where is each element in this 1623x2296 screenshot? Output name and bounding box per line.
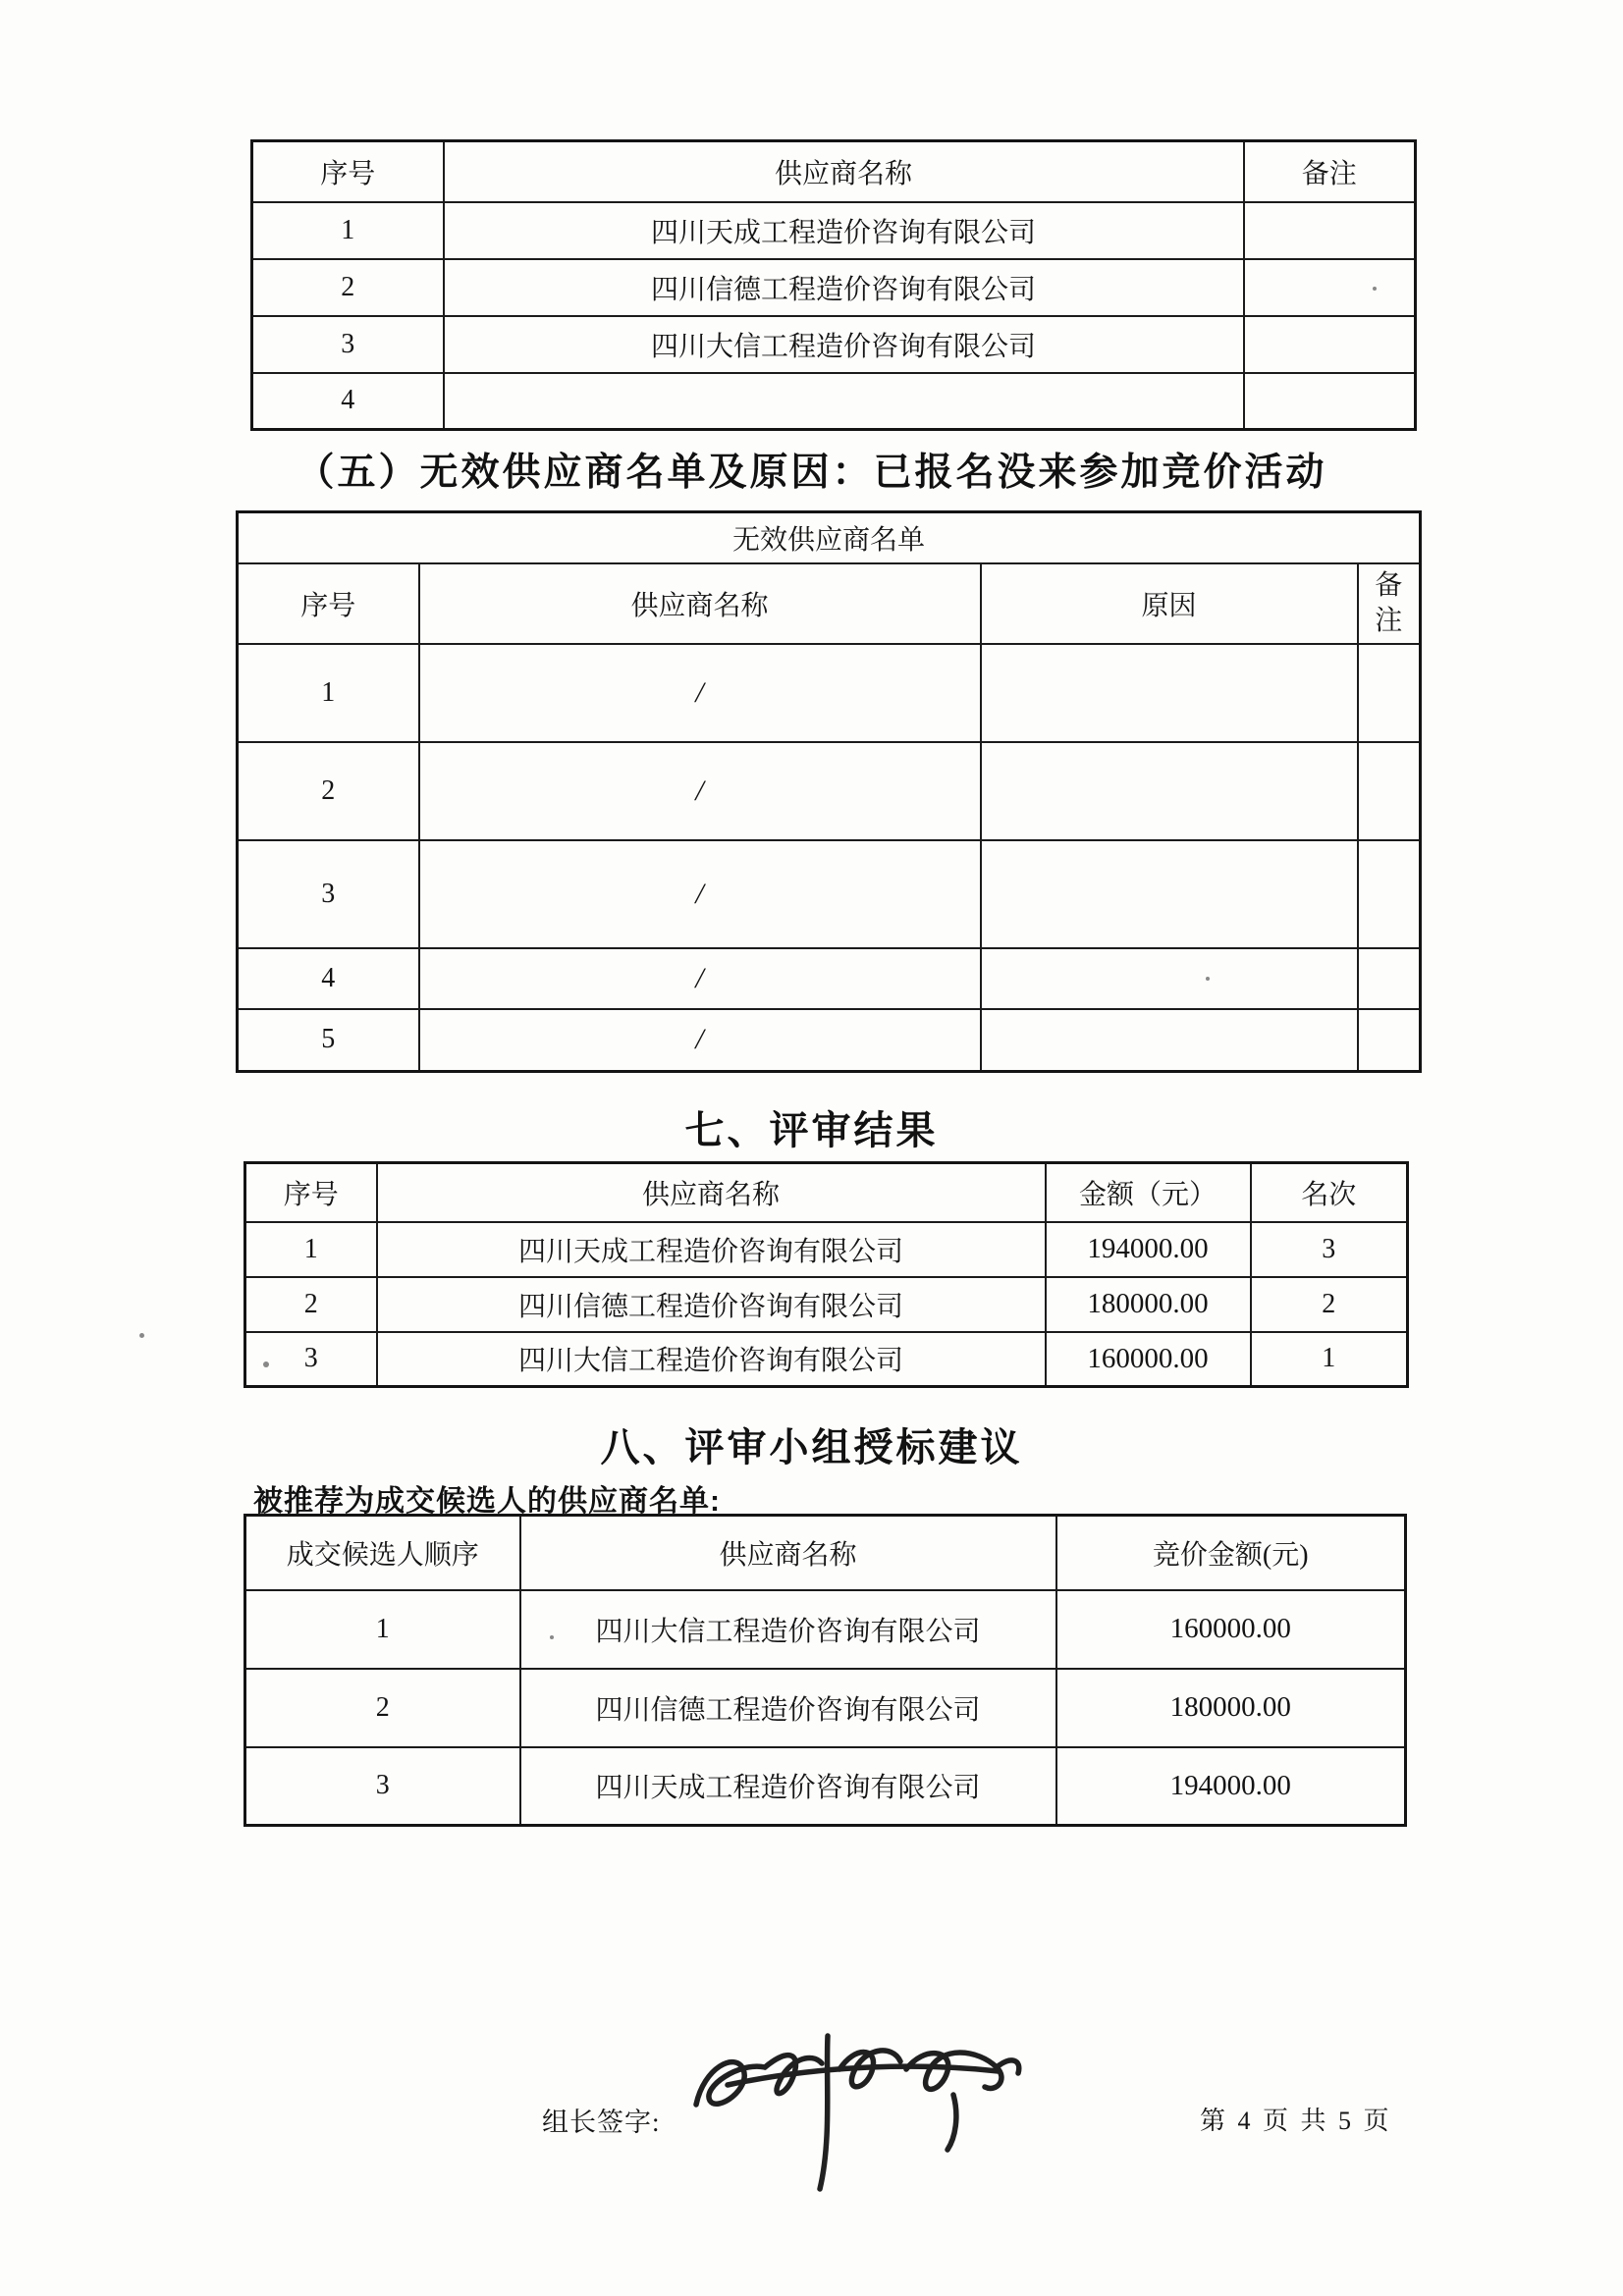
row-no: 3 bbox=[252, 316, 444, 373]
section5-heading: （五）无效供应商名单及原因：已报名没来参加竞价活动 bbox=[296, 452, 1327, 494]
remark-char-top: 备 bbox=[1375, 569, 1403, 601]
table-row bbox=[245, 1277, 1408, 1332]
row-no: 2 bbox=[252, 259, 444, 316]
registered-suppliers-table bbox=[250, 139, 1417, 431]
supplier-name: / bbox=[419, 840, 981, 948]
amount-cell: 160000.00 bbox=[1046, 1332, 1251, 1387]
table-header-row bbox=[238, 563, 1421, 644]
row-no: 1 bbox=[252, 202, 444, 259]
candidate-order: 1 bbox=[245, 1590, 520, 1669]
review-results-table bbox=[243, 1161, 1409, 1388]
amount-cell: 194000.00 bbox=[1056, 1747, 1406, 1826]
reason-cell bbox=[981, 1009, 1358, 1072]
column-header-no: 序号 bbox=[252, 141, 444, 202]
reason-cell bbox=[981, 742, 1358, 840]
table-row bbox=[252, 373, 1416, 430]
rank-cell: 1 bbox=[1251, 1332, 1408, 1387]
column-header-supplier-name: 供应商名称 bbox=[444, 141, 1244, 202]
column-header-no: 序号 bbox=[238, 563, 419, 644]
row-no: 1 bbox=[238, 644, 419, 742]
reason-cell bbox=[981, 644, 1358, 742]
section8-heading: 八、评审小组授标建议 bbox=[600, 1426, 1023, 1469]
reason-cell bbox=[981, 840, 1358, 948]
row-no: 3 bbox=[245, 1332, 377, 1387]
invalid-suppliers-table bbox=[236, 510, 1422, 1073]
scan-speck bbox=[1206, 977, 1210, 981]
row-no: 3 bbox=[238, 840, 419, 948]
table-row bbox=[238, 1009, 1421, 1072]
amount-cell: 194000.00 bbox=[1046, 1222, 1251, 1277]
scan-speck bbox=[1373, 287, 1377, 291]
rank-cell: 3 bbox=[1251, 1222, 1408, 1277]
amount-cell: 180000.00 bbox=[1046, 1277, 1251, 1332]
award-candidates-table bbox=[243, 1514, 1407, 1827]
column-header-remark bbox=[1358, 563, 1421, 644]
supplier-name: / bbox=[419, 948, 981, 1009]
amount-cell: 180000.00 bbox=[1056, 1669, 1406, 1747]
column-header-supplier-name: 供应商名称 bbox=[419, 563, 981, 644]
amount-cell: 160000.00 bbox=[1056, 1590, 1406, 1669]
candidates-intro-text: 被推荐为成交候选人的供应商名单: bbox=[253, 1485, 721, 1518]
table-row bbox=[238, 840, 1421, 948]
supplier-name: 四川天成工程造价咨询有限公司 bbox=[520, 1747, 1056, 1826]
row-no: 4 bbox=[238, 948, 419, 1009]
table-row bbox=[252, 259, 1416, 316]
column-header-bid-amount: 竞价金额(元) bbox=[1056, 1516, 1406, 1590]
column-header-candidate-order: 成交候选人顺序 bbox=[245, 1516, 520, 1590]
remark-cell bbox=[1358, 742, 1421, 840]
row-no: 5 bbox=[238, 1009, 419, 1072]
candidate-order: 2 bbox=[245, 1669, 520, 1747]
scan-speck bbox=[550, 1635, 554, 1639]
supplier-name: / bbox=[419, 1009, 981, 1072]
row-no: 4 bbox=[252, 373, 444, 430]
table-row bbox=[252, 316, 1416, 373]
remark-char-bottom: 注 bbox=[1375, 605, 1403, 636]
table-row bbox=[245, 1332, 1408, 1387]
column-header-rank: 名次 bbox=[1251, 1163, 1408, 1222]
remark-cell bbox=[1244, 202, 1416, 259]
remark-cell bbox=[1358, 644, 1421, 742]
remark-cell bbox=[1358, 948, 1421, 1009]
column-header-supplier-name: 供应商名称 bbox=[520, 1516, 1056, 1590]
column-header-remark: 备注 bbox=[1244, 141, 1416, 202]
supplier-name: 四川天成工程造价咨询有限公司 bbox=[377, 1222, 1046, 1277]
table-row bbox=[245, 1590, 1406, 1669]
supplier-name: 四川天成工程造价咨询有限公司 bbox=[444, 202, 1244, 259]
table-row bbox=[238, 742, 1421, 840]
table-row bbox=[252, 202, 1416, 259]
table-row bbox=[238, 644, 1421, 742]
supplier-name bbox=[444, 373, 1244, 430]
column-header-no: 序号 bbox=[245, 1163, 377, 1222]
reason-cell bbox=[981, 948, 1358, 1009]
leader-signature-handwriting bbox=[673, 2010, 1026, 2207]
table-header-row bbox=[252, 141, 1416, 202]
invalid-table-title: 无效供应商名单 bbox=[238, 512, 1421, 563]
remark-cell bbox=[1358, 840, 1421, 948]
table-row bbox=[238, 948, 1421, 1009]
page-number-indicator: 第 4 页 共 5 页 bbox=[1200, 2107, 1392, 2135]
remark-cell bbox=[1358, 1009, 1421, 1072]
supplier-name: / bbox=[419, 742, 981, 840]
supplier-name: 四川信德工程造价咨询有限公司 bbox=[444, 259, 1244, 316]
row-no: 1 bbox=[245, 1222, 377, 1277]
scan-speck bbox=[139, 1333, 144, 1338]
supplier-name: 四川大信工程造价咨询有限公司 bbox=[377, 1332, 1046, 1387]
scan-speck bbox=[263, 1362, 269, 1367]
section7-heading: 七、评审结果 bbox=[684, 1109, 939, 1152]
row-no: 2 bbox=[238, 742, 419, 840]
column-header-supplier-name: 供应商名称 bbox=[377, 1163, 1046, 1222]
supplier-name: 四川大信工程造价咨询有限公司 bbox=[444, 316, 1244, 373]
supplier-name: / bbox=[419, 644, 981, 742]
leader-signature-label: 组长签字: bbox=[542, 2108, 661, 2137]
supplier-name: 四川信德工程造价咨询有限公司 bbox=[377, 1277, 1046, 1332]
supplier-name: 四川信德工程造价咨询有限公司 bbox=[520, 1669, 1056, 1747]
table-row bbox=[245, 1222, 1408, 1277]
table-row bbox=[245, 1747, 1406, 1826]
table-header-row bbox=[245, 1516, 1406, 1590]
rank-cell: 2 bbox=[1251, 1277, 1408, 1332]
column-header-amount: 金额（元） bbox=[1046, 1163, 1251, 1222]
remark-cell bbox=[1244, 316, 1416, 373]
row-no: 2 bbox=[245, 1277, 377, 1332]
remark-cell bbox=[1244, 259, 1416, 316]
supplier-name: 四川大信工程造价咨询有限公司 bbox=[520, 1590, 1056, 1669]
table-row bbox=[245, 1669, 1406, 1747]
remark-cell bbox=[1244, 373, 1416, 430]
column-header-reason: 原因 bbox=[981, 563, 1358, 644]
table-header-row bbox=[245, 1163, 1408, 1222]
candidate-order: 3 bbox=[245, 1747, 520, 1826]
table-title-row bbox=[238, 512, 1421, 563]
